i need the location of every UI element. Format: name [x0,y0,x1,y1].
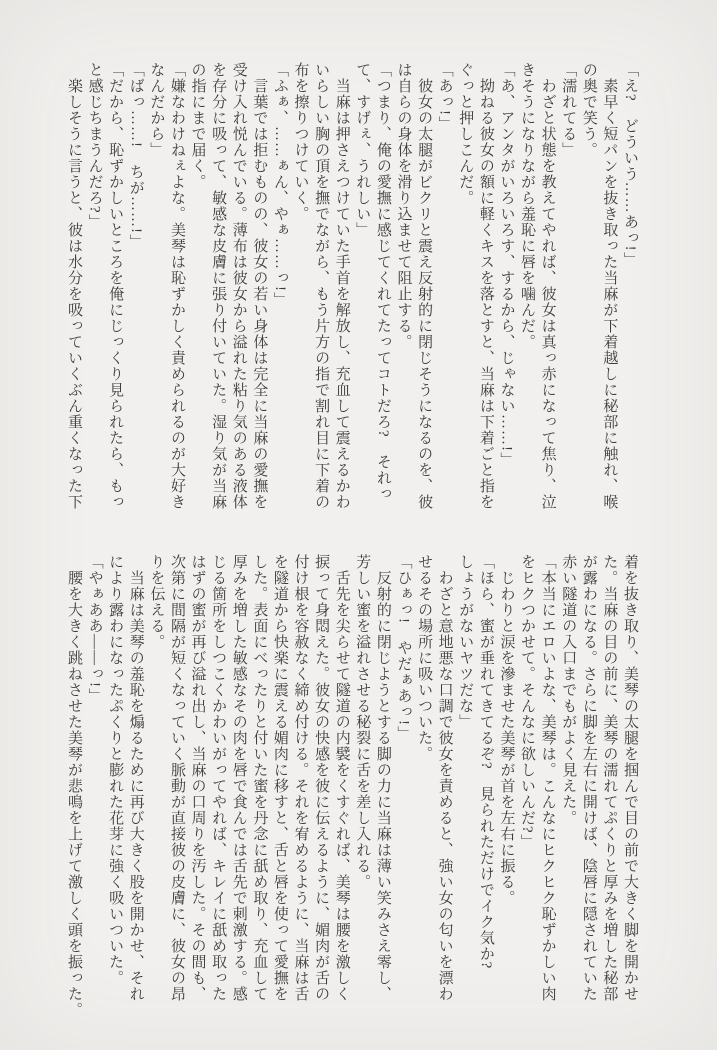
text-line: 次第に間隔が短くなっていく脈動が直接彼の皮膚に、彼女の昂 [168,554,185,1002]
text-line: 「嫌なわけねぇよな。美琴は恥ずかしく責められるのが大好き [168,62,185,510]
text-line: 「ひぁっ! やだぁあっ!」 [395,554,412,742]
text-line: 拗ねる彼女の額に軽くキスを落とすと、当麻は下着ごと指を [477,78,494,510]
text-line: 「あっ!」 [436,62,453,132]
text-line: を存分に吸って、敏感な皮膚に張り付いていた。湿り気が当麻 [210,62,227,510]
text-line: せるその場所に吸いついた。 [416,554,433,762]
text-line: 「ほら、蜜が垂れてきてるぞ? 見られただけでイク気か? [477,554,494,970]
text-line: はずの蜜が再び溢れ出し、当麻の口周りを汚した。その間も、 [189,554,206,1002]
text-line: じわりと涙を滲ませた美琴が首を左右に振る。 [498,570,515,906]
text-line: を隧道から快楽に震える媚肉に移すと、舌と唇を使って愛撫を [271,554,288,1002]
text-line: 「だから、恥ずかしいところを俺にじっくり見られたら、もっ [107,62,124,510]
text-line: きそうになりながら羞恥に唇を噛んだ。 [519,62,536,350]
text-line: た。当麻の目の前に、美琴の濡れてぷくりと厚みを増した秘部 [601,554,618,1002]
text-line: 反射的に閉じようとする脚の力に当麻は薄い笑みさえ零し、 [374,570,391,1002]
text-line: 当麻は押さえつけていた手首を解放し、充血して震えるかわ [333,78,350,510]
text-line: わざと状態を教えてやれば、彼女は真っ赤になって焦り、泣 [539,78,556,510]
text-line: は自らの身体を滑り込ませて阻止する。 [395,62,412,350]
text-line: の奥で笑う。 [580,62,597,158]
text-line: 付け根を容赦なく締め付ける。それを宥めるように、当麻は舌 [292,554,309,1002]
text-line: 「つまり、俺の愛撫に感じてくれてたってコトだろ? それっ [374,62,391,502]
bottom-text-block [63,554,640,1024]
text-line: 着を抜き取り、美琴の太腿を掴んで目の前で大きく脚を開かせ [622,554,638,1002]
text-line: の指にまで届く。 [189,62,206,190]
text-line: 素早く短パンを抜き取った当麻が下着越しに秘部に触れ、喉 [601,78,618,510]
text-line: をヒクつかせて。そんなに欲しいんだ?」 [519,554,536,850]
text-line: 赤い隧道の入口までもがよく見えた。 [560,554,577,826]
text-line: なんだから」 [148,62,165,158]
text-line: 厚みを増した敏感なその肉を唇で食んでは舌先で刺激する。感 [230,554,247,1002]
top-text-block [63,62,640,514]
text-line: 受け入れ悦んでいる。薄布は彼女から溢れた粘り気のある液体 [230,62,247,510]
text-line: 当麻は美琴の羞恥を煽るために再び大きく股を開かせ、それ [127,570,144,1002]
text-line: 「ふぁ、……ぁん、やぁ……っ!」 [271,62,288,308]
text-line: 芳しい蜜を溢れさせる秘裂に舌を差し入れる。 [354,554,371,890]
text-line: 捩って身悶えた。彼女の快感を彼に伝えるように、媚肉が舌の [313,554,330,1002]
text-line: が露わになる。さらに脚を左右に開けば、陰唇に隠されていた [580,554,597,1002]
text-line: した。表面にべったりと付いた蜜を丹念に舐め取り、充血して [251,554,268,1002]
text-line: 「濡れてる」 [560,62,577,158]
text-line: 言葉では拒むものの、彼女の若い身体は完全に当麻の愛撫を [251,78,268,510]
text-line: 「え? どういう……あっ!」 [622,62,638,268]
text-line: 「やぁああ――っ!」 [86,554,103,704]
text-line: 舌先を尖らせて隧道の内襞をくすぐれば、美琴は腰を激しく [333,570,350,1002]
text-line: 彼女の太腿がビクリと震え反射的に閉じそうになるのを、彼 [416,78,433,510]
text-line: により露わになったぷくりと膨れた花芽に強く吸いついた。 [107,554,124,986]
text-line: 「あ、アンタがいろいろす、するから、じゃない……!」 [498,62,515,468]
text-line: 「ばっ……! ちが……!」 [127,62,144,250]
text-line: りを伝える。 [148,554,165,650]
text-line: じる箇所をしつこくかわいがってやれば、キレイに舐め取った [210,554,227,1002]
text-line: しょうがないヤツだな」 [457,554,474,730]
text-line: と感じちまうんだろ?」 [86,62,103,230]
text-line: て、すげぇ、うれしい」 [354,62,371,238]
text-line: わざと意地悪な口調で彼女を責めると、強い女の匂いを漂わ [436,570,453,1002]
text-line: ぐっと押しこんだ。 [457,62,474,206]
text-line: いらしい胸の頂を撫でながら、もう片方の指で割れ目に下着の [313,62,330,510]
text-line: 「本当にエロいよな、美琴は。こんなにヒクヒク恥ずかしい肉 [539,554,556,1002]
text-line: 腰を大きく跳ねさせた美琴が悲鳴を上げて激しく頭を振った。 [65,570,82,1018]
text-line: 布を擦りつけていく。 [292,62,309,222]
text-line: 楽しそうに言うと、彼は水分を吸っていくぶん重くなった下 [65,78,82,510]
